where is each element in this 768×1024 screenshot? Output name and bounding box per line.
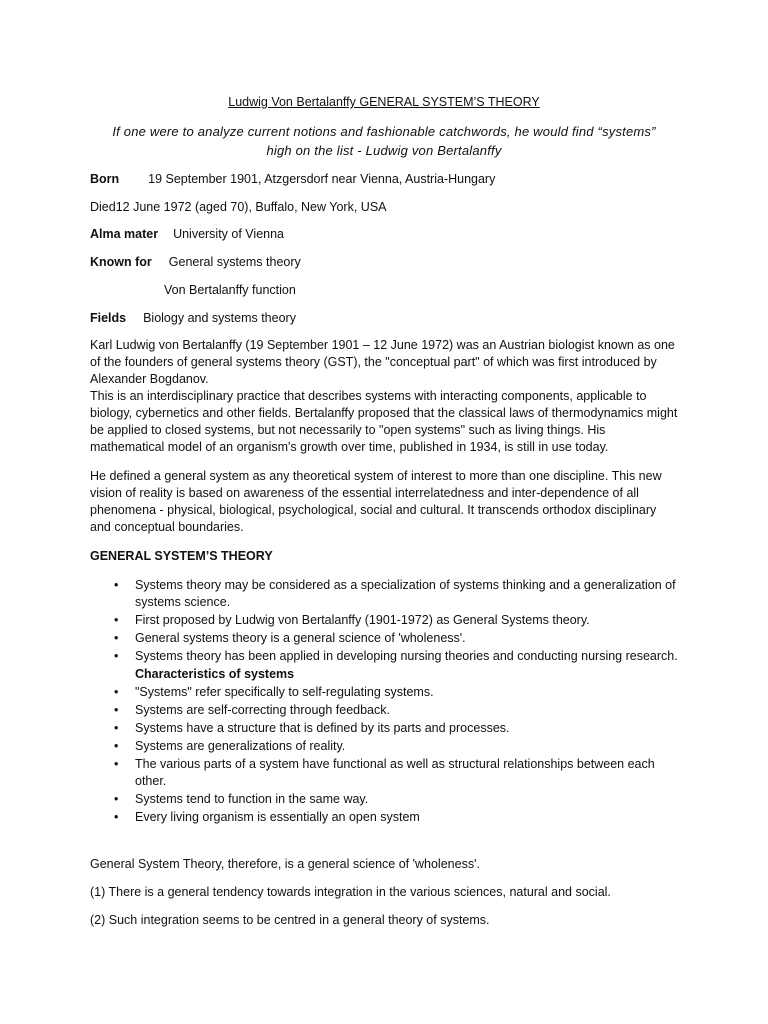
list-item: • Systems are generalizations of reality.: [114, 739, 346, 753]
list-item: • Systems have a structure that is defined by its parts and processes.: [114, 721, 510, 735]
list-item: • Systems tend to function in the same way.: [114, 792, 369, 806]
bullet-marker: •: [114, 757, 119, 771]
died-row: [90, 199, 387, 216]
numbered-item-1: (1) There is a general tendency towards integration in the various sciences, natural and social.: [90, 885, 611, 899]
characteristics-subheading: Characteristics of systems: [135, 667, 295, 681]
fields-label: Fields: [90, 311, 127, 325]
paragraph-1: Karl Ludwig von Bertalanffy (19 September 1901 – 12 June 1972) was an Austrian biologist known as one of the founders of general systems theory (GST), the "conceptual part" of which was first introduced by Alexander Bogdanov.: [90, 338, 675, 386]
bullet-marker: •: [114, 613, 119, 627]
paragraph-2: This is an interdisciplinary practice that describes systems with interacting components, applicable to biology, cybernetics and other fields. Bertalanffy proposed that the classical laws of thermodynamics might be applied to closed systems, but not necessarily to "open systems" such as living things. His mathematical model of an organism's growth over time, published in 1934, is still in use today.: [90, 389, 678, 454]
bullet-marker: •: [114, 631, 119, 645]
bullet-marker: •: [114, 739, 119, 753]
document-title: Ludwig Von Bertalanffy GENERAL SYSTEM’S THEORY: [228, 95, 540, 109]
paragraph-3: He defined a general system as any theoretical system of interest to more than one discipline. This new vision of reality is based on awareness of the essential interrelatedness and inter-dependence of all phenomena - physical, biological, psychological, social and cultural. It transcends orthodox disciplinary and conceptual boundaries.: [90, 469, 662, 534]
born-value: 19 September 1901, Atzgersdorf near Vienna, Austria-Hungary: [148, 172, 496, 186]
numbered-item-2: (2) Such integration seems to be centred in a general theory of systems.: [90, 913, 490, 927]
known-for-value-1: General systems theory: [168, 255, 301, 269]
bullet-marker: •: [114, 685, 119, 699]
bullet-marker: •: [114, 649, 119, 663]
closing-statement: General System Theory, therefore, is a general science of 'wholeness'.: [90, 857, 480, 871]
list-item: • Systems theory may be considered as a specialization of systems thinking and a generalization of systems science.: [114, 578, 676, 609]
died-text: Died12 June 1972 (aged 70), Buffalo, New York, USA: [90, 200, 387, 214]
known-for-value-2: Von Bertalanffy function: [164, 283, 296, 297]
section-heading: GENERAL SYSTEM’S THEORY: [90, 549, 273, 563]
bullet-marker: •: [114, 721, 119, 735]
known-for-row: [90, 254, 301, 271]
quote-line-1: If one were to analyze current notions and fashionable catchwords, he would find “systems”: [112, 124, 656, 139]
fields-row: [90, 310, 296, 327]
list-item: • Every living organism is essentially an open system: [114, 810, 420, 824]
known-for-label: Known for: [90, 255, 152, 269]
born-label: Born: [90, 172, 120, 186]
alma-mater-label: Alma mater: [90, 227, 159, 241]
list-item: • The various parts of a system have functional as well as structural relationships between each other.: [114, 757, 655, 788]
fields-value: Biology and systems theory: [143, 311, 296, 325]
alma-mater-row: [90, 226, 284, 243]
list-item: • Systems theory has been applied in developing nursing theories and conducting nursing research.: [114, 649, 678, 663]
list-item: • First proposed by Ludwig von Bertalanffy (1901-1972) as General Systems theory.: [114, 613, 590, 627]
epigraph-quote: [104, 122, 664, 160]
bullet-marker: •: [114, 810, 119, 824]
bullet-marker: •: [114, 703, 119, 717]
born-row: [90, 171, 495, 188]
bullet-marker: •: [114, 578, 119, 592]
quote-line-2: high on the list - Ludwig von Bertalanffy: [266, 143, 502, 158]
list-item: • Systems are self-correcting through feedback.: [114, 703, 390, 717]
known-for-row-2: [164, 282, 296, 299]
alma-mater-value: University of Vienna: [173, 227, 284, 241]
paragraph-intro: [90, 337, 680, 456]
list-item: • General systems theory is a general science of 'wholeness'.: [114, 631, 466, 645]
list-item: • "Systems" refer specifically to self-regulating systems.: [114, 685, 434, 699]
bullet-list: [90, 577, 680, 827]
bullet-marker: •: [114, 792, 119, 806]
